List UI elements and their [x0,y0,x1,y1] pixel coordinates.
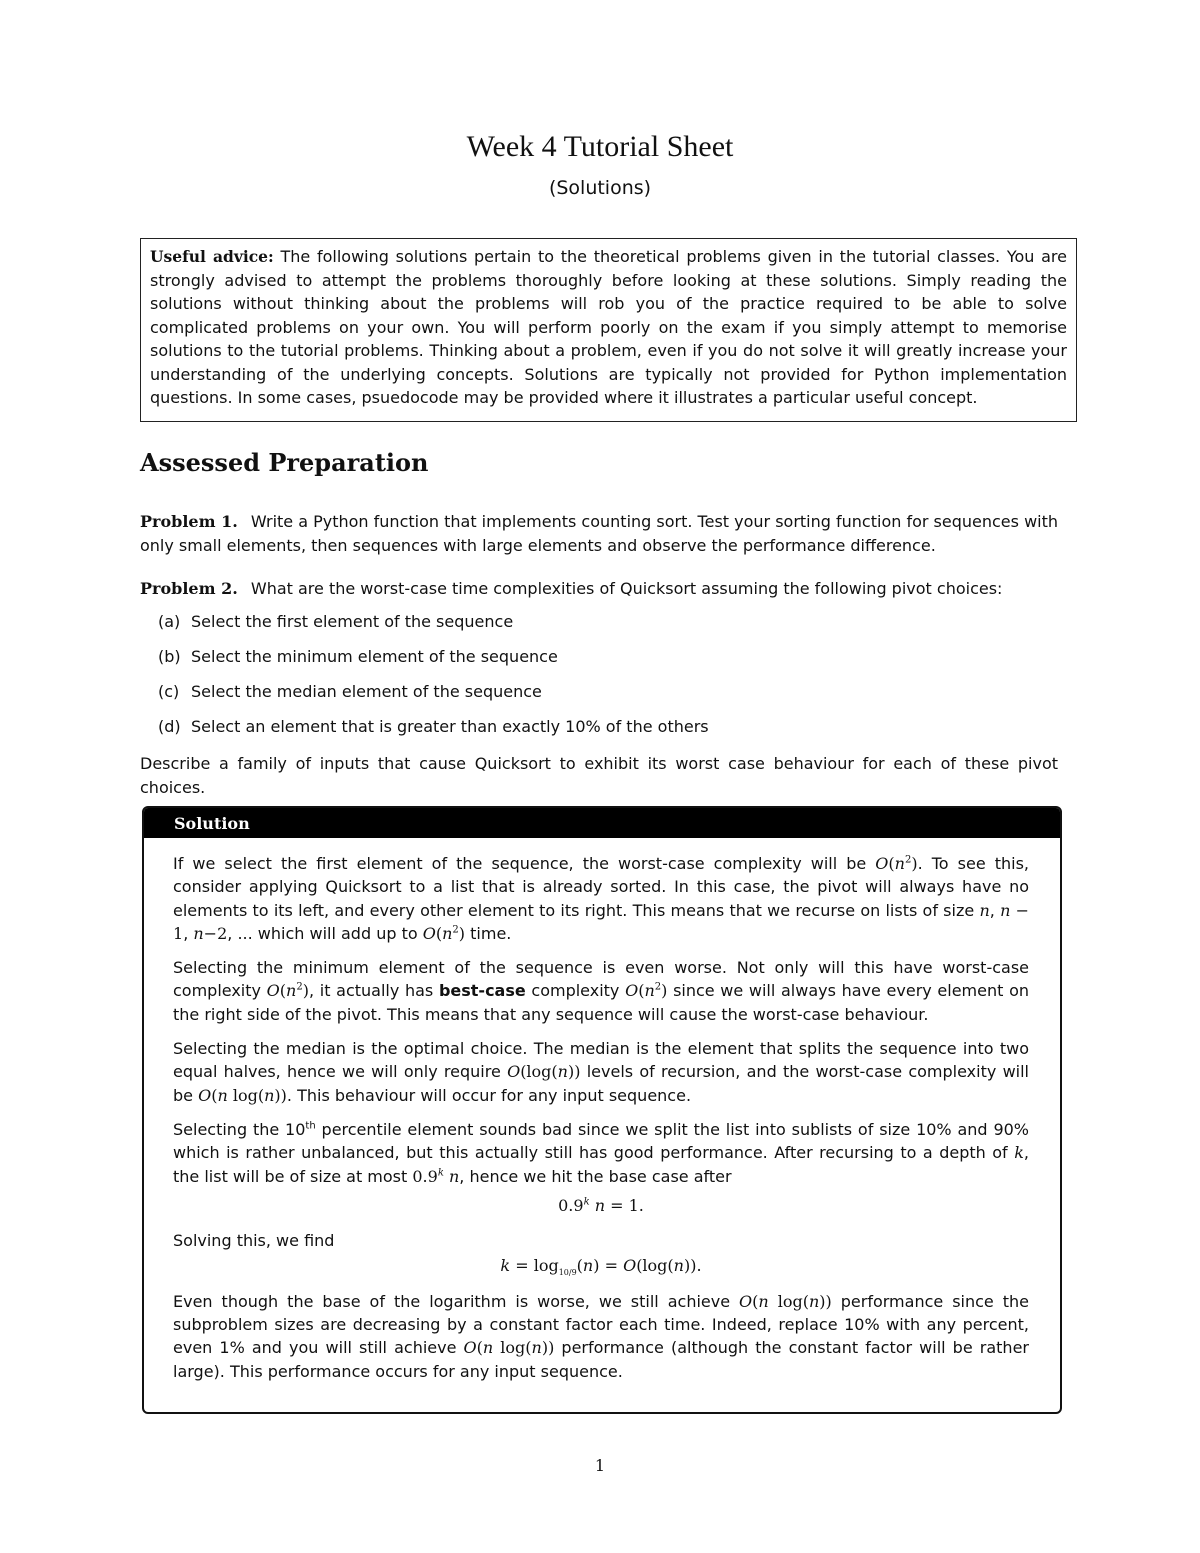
problem-2-label: Problem 2. [140,579,238,598]
solution-paragraph: Selecting the minimum element of the sequence is even worse. Not only will this have worst-case complexity $O(n^2)$, it actually has best-case complexity $O(n^2)$ since we will always have every element on the right side of the pivot. This means that any sequence will cause the worst-case behaviour. [173,958,1030,1024]
problem-2-text: What are the worst-case time complexities of Quicksort assuming the following pivot choices: [250,579,1003,598]
list-item-text: Select an element that is greater than exactly 10% of the others [191,717,709,736]
problem-2-follow-up: Describe a family of inputs that cause Quicksort to exhibit its worst case behaviour for each of these pivot choices. [140,754,1058,797]
page-title: Week 4 Tutorial Sheet [466,130,734,163]
solution-paragraph: If we select the first element of the sequence, the worst-case complexity will be $O(n^2)$. To see this, consider applying Quicksort to a list that is already sorted. In this case, the pivot will always have no elements to its left, and every other element to its right. This means that we recurse on lists of size n, n − 1, n−2, ... which will add up to $O(n^2)$ time. [173,854,1030,943]
problem-2 [140,577,1058,601]
solution-paragraph: Solving this, we find [173,1231,335,1251]
page-number: 1 [594,1456,606,1475]
list-item-label: (c) [158,682,180,701]
list-item-text: Select the minimum element of the sequence [191,647,558,666]
solution-body [173,852,1029,1394]
solution-box [142,806,1062,1414]
equation: $k = \log_{10/9}(n) = O(\log(n))$. [500,1256,702,1278]
list-item-text: Select the median element of the sequence [191,682,542,701]
solution-paragraph: Even though the base of the logarithm is worse, we still achieve O(n log(n)) performance since the subproblem sizes are decreasing by a constant factor each time. Indeed, replace 10% with any percent, even 1% and you will still achieve O(n log(n)) performance (although the constant factor will be rather large). This performance occurs for any input sequence. [173,1291,1030,1381]
problem-1-text: Write a Python function that implements counting sort. Test your sorting function for sequences with only small elements, then sequences with large elements and observe the performance difference. [140,512,1059,555]
list-item [158,612,513,631]
solution-paragraph: Selecting the 10th percentile element sounds bad since we split the list into sublists of size 10% and 90% which is rather unbalanced, but this actually still has good performance. After recursing to a depth of k, the list will be of size at most 0.9$^k$ n, hence we hit the base case after [173,1119,1030,1186]
list-item-label: (a) [158,612,181,631]
list-item-label: (d) [158,717,181,736]
problem-1 [140,510,1058,557]
list-item [158,717,709,736]
problem-1-label: Problem 1. [140,512,238,531]
equation: 0.9$^k$ n = 1. [558,1195,644,1215]
list-item-text: Select the first element of the sequence [191,612,514,631]
list-item [158,682,542,701]
solution-header: Solution [144,808,1060,838]
list-item [158,647,558,666]
section-heading: Assessed Preparation [140,448,429,477]
list-item-label: (b) [158,647,181,666]
page-subtitle: (Solutions) [548,177,652,199]
solution-paragraph: Selecting the median is the optimal choice. The median is the element that splits the sequence into two equal halves, hence we will only require O(log(n)) levels of recursion, and the worst-case complexity will be O(n log(n)). This behaviour will occur for any input sequence. [173,1039,1029,1105]
advice-label: Useful advice: [150,247,274,266]
advice-text: The following solutions pertain to the theoretical problems given in the tutorial classes. You are strongly advised to attempt the problems thoroughly before looking at these solutions. Simply reading the solutions without thinking about the problems will rob you of the practice required to be able to solve complicated problems on your own. You will perform poorly on the exam if you simply attempt to memorise solutions to the tutorial problems. Thinking about a problem, even if you do not solve it will greatly increase your understanding of the underlying concepts. Solutions are typically not provided for Python implementation questions. In some cases, psuedocode may be provided where it illustrates a particular useful concept. [150,247,1067,407]
advice-box [140,238,1077,422]
